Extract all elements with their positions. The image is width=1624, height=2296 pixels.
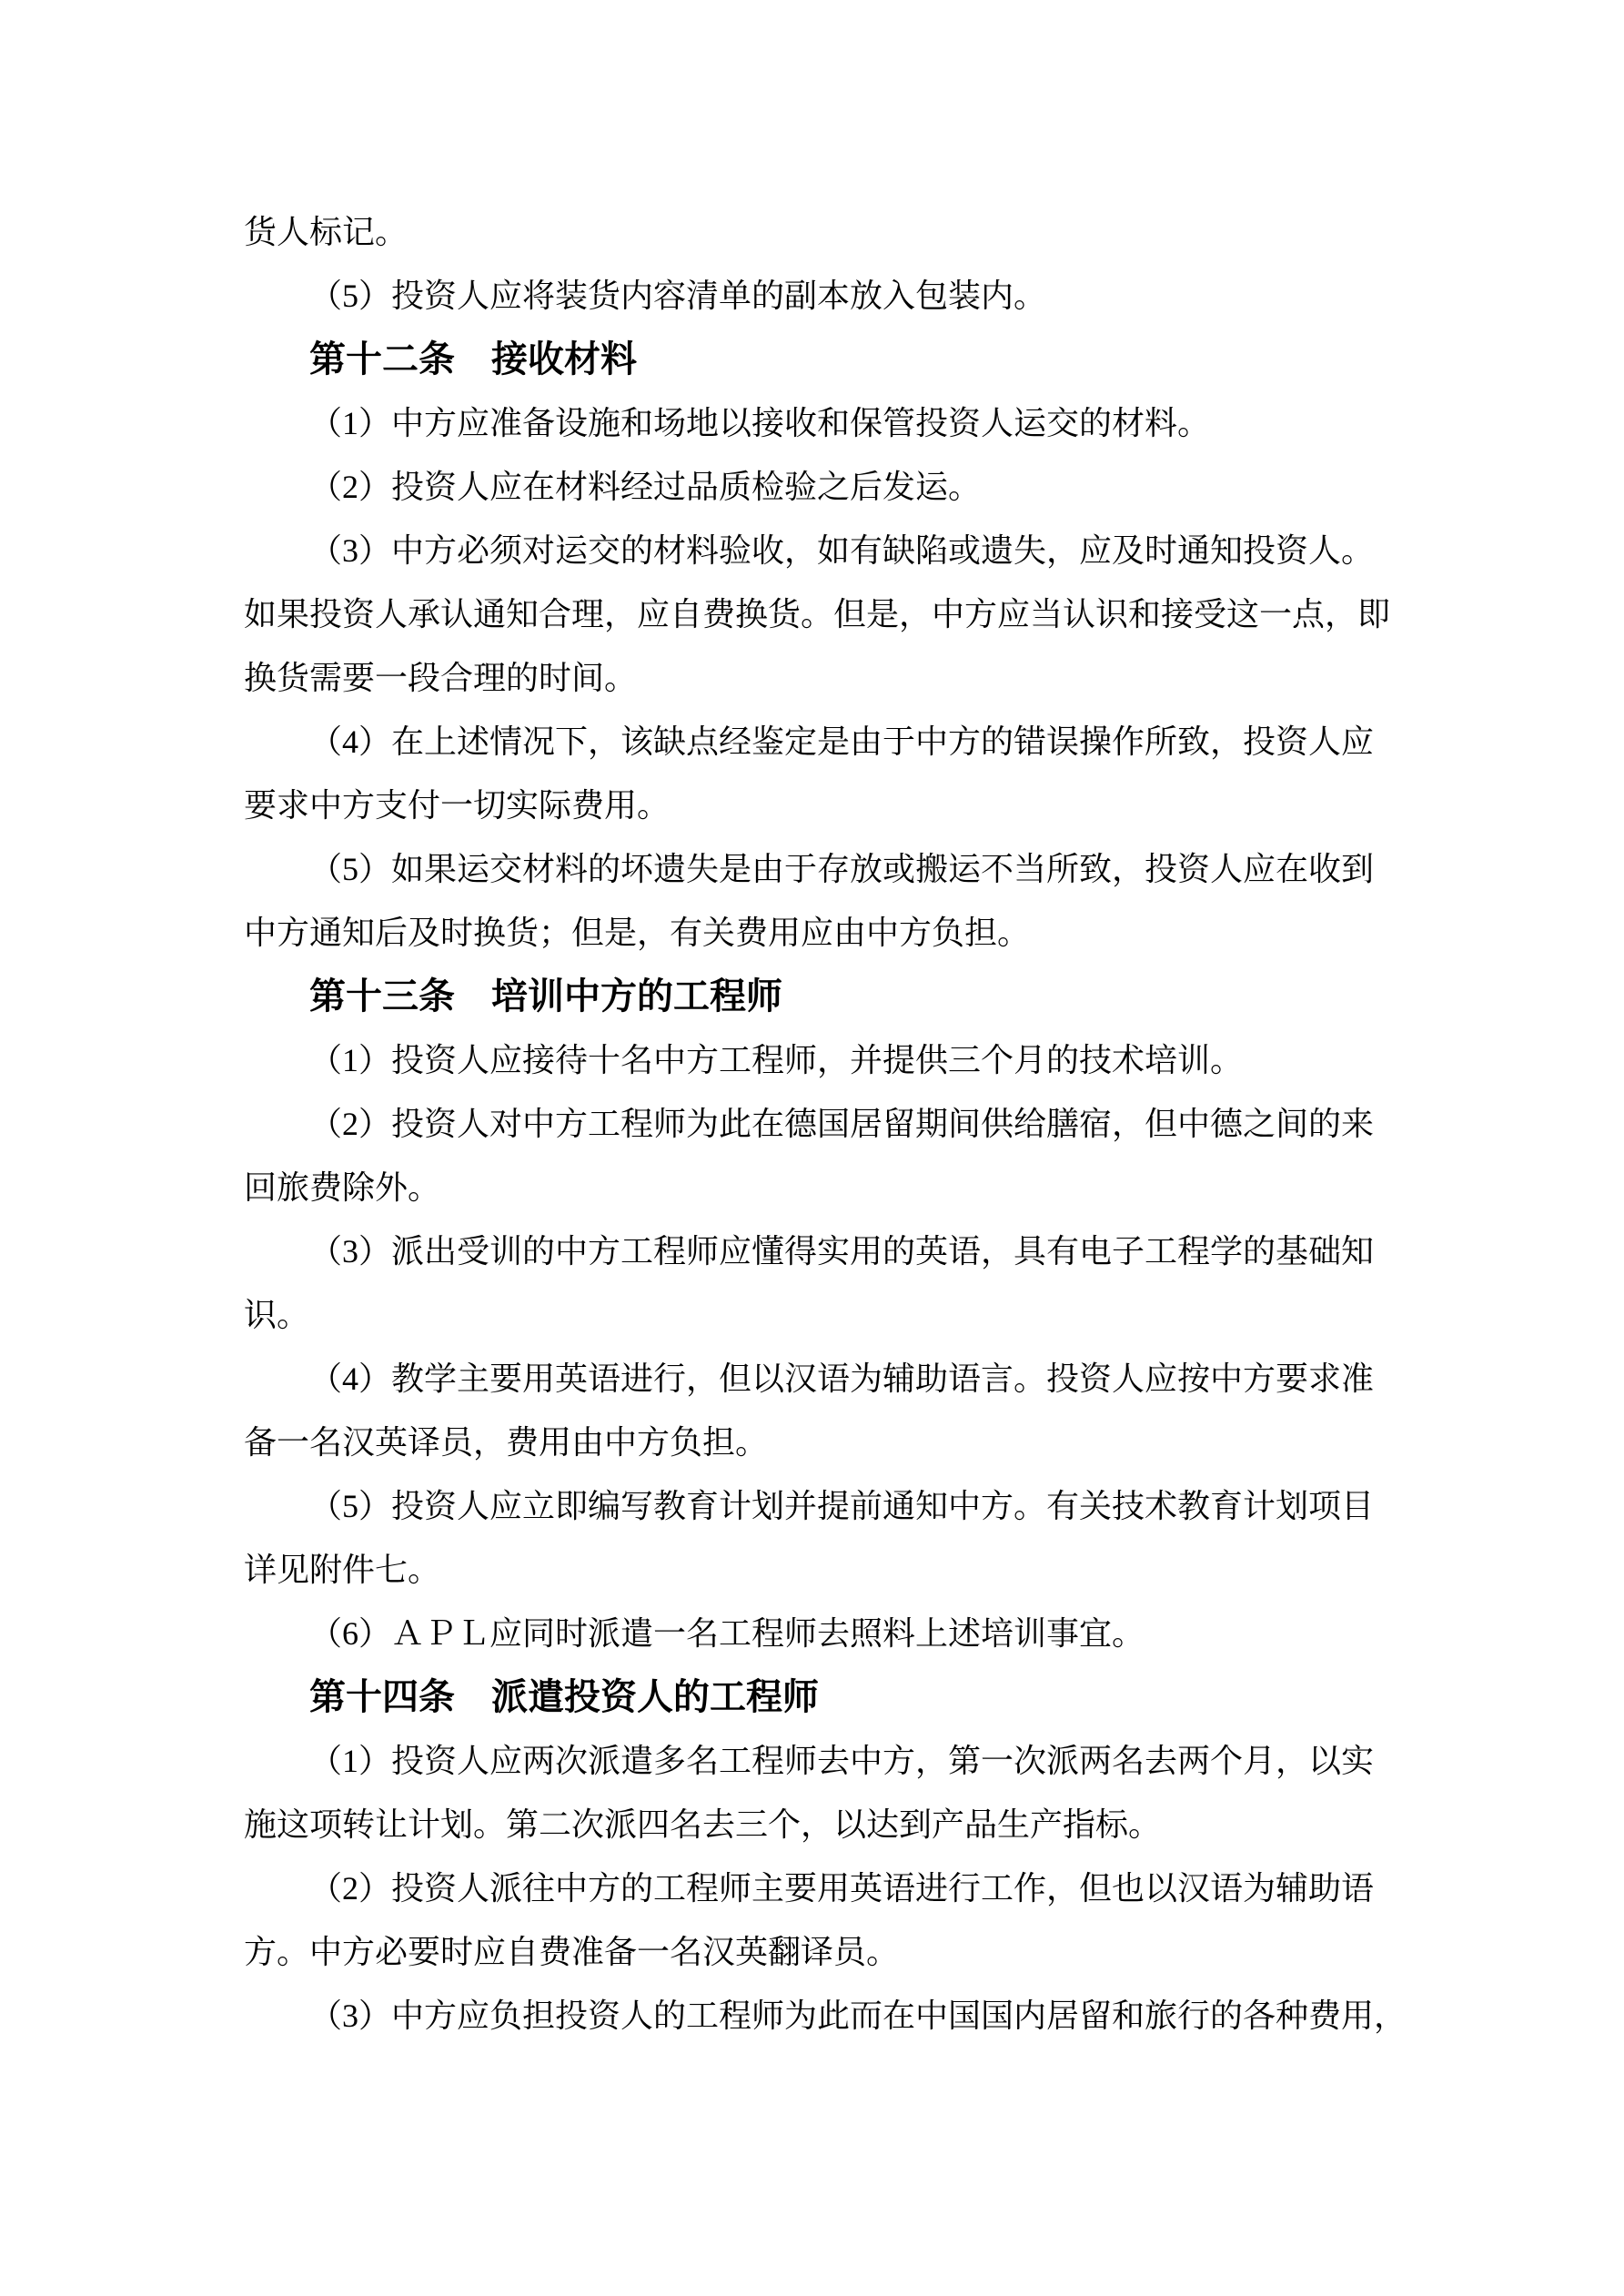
text-line: 要求中方支付一切实际费用。	[244, 787, 671, 824]
text-line: （4）在上述情况下，该缺点经鉴定是由于中方的错误操作所致，投资人应	[309, 723, 1375, 760]
text-line: （3）中方必须对运交的材料验收，如有缺陷或遗失，应及时通知投资人。	[309, 532, 1375, 569]
text-line: 详见附件七。	[244, 1552, 441, 1588]
text-line: （5）如果运交材料的坏遗失是由于存放或搬运不当所致，投资人应在收到	[309, 851, 1375, 887]
text-line: 中方通知后及时换货；但是，有关费用应由中方负担。	[244, 915, 1031, 951]
text-line: 方。中方必要时应自费准备一名汉英翻译员。	[244, 1934, 900, 1970]
text-line: 换货需要一段合理的时间。	[244, 660, 638, 696]
section-heading: 第十四条 派遣投资人的工程师	[309, 1676, 819, 1717]
text-line: 识。	[244, 1297, 310, 1333]
text-line: 备一名汉英译员，费用由中方负担。	[244, 1424, 769, 1461]
text-line: （5）投资人应将装货内容清单的副本放入包装内。	[309, 278, 1047, 314]
text-line: （3）派出受训的中方工程师应懂得实用的英语，具有电子工程学的基础知	[309, 1233, 1375, 1269]
text-line: （2）投资人派往中方的工程师主要用英语进行工作，但也以汉语为辅助语	[309, 1870, 1375, 1907]
text-line: 如果投资人承认通知合理，应自费换货。但是，中方应当认识和接受这一点，即	[244, 596, 1391, 632]
text-line: （2）投资人应在材料经过品质检验之后发运。	[309, 469, 982, 505]
text-line: 施这项转让计划。第二次派四名去三个，以达到产品生产指标。	[244, 1806, 1162, 1843]
text-line: （1）投资人应两次派遣多名工程师去中方，第一次派两名去两个月，以实	[309, 1743, 1375, 1779]
text-line: 货人标记。	[244, 214, 409, 250]
text-line: （5）投资人应立即编写教育计划并提前通知中方。有关技术教育计划项目	[309, 1488, 1375, 1524]
text-line: （3）中方应负担投资人的工程师为此而在中国国内居留和旅行的各种费用，	[309, 1998, 1407, 2034]
text-line: （1）投资人应接待十名中方工程师，并提供三个月的技术培训。	[309, 1042, 1244, 1078]
text-line: （2）投资人对中方工程师为此在德国居留期间供给膳宿，但中德之间的来	[309, 1106, 1375, 1142]
document-text-block	[244, 200, 1408, 2048]
text-line: 回旅费除外。	[244, 1169, 441, 1206]
text-line: （1）中方应准备设施和场地以接收和保管投资人运交的材料。	[309, 405, 1211, 441]
section-heading: 第十二条 接收材料	[309, 339, 637, 379]
section-heading: 第十三条 培训中方的工程师	[309, 976, 782, 1017]
text-line: （6）ＡＰＬ应同时派遣一名工程师去照料上述培训事宜。	[309, 1615, 1145, 1652]
text-line: （4）教学主要用英语进行，但以汉语为辅助语言。投资人应按中方要求准	[309, 1360, 1375, 1397]
